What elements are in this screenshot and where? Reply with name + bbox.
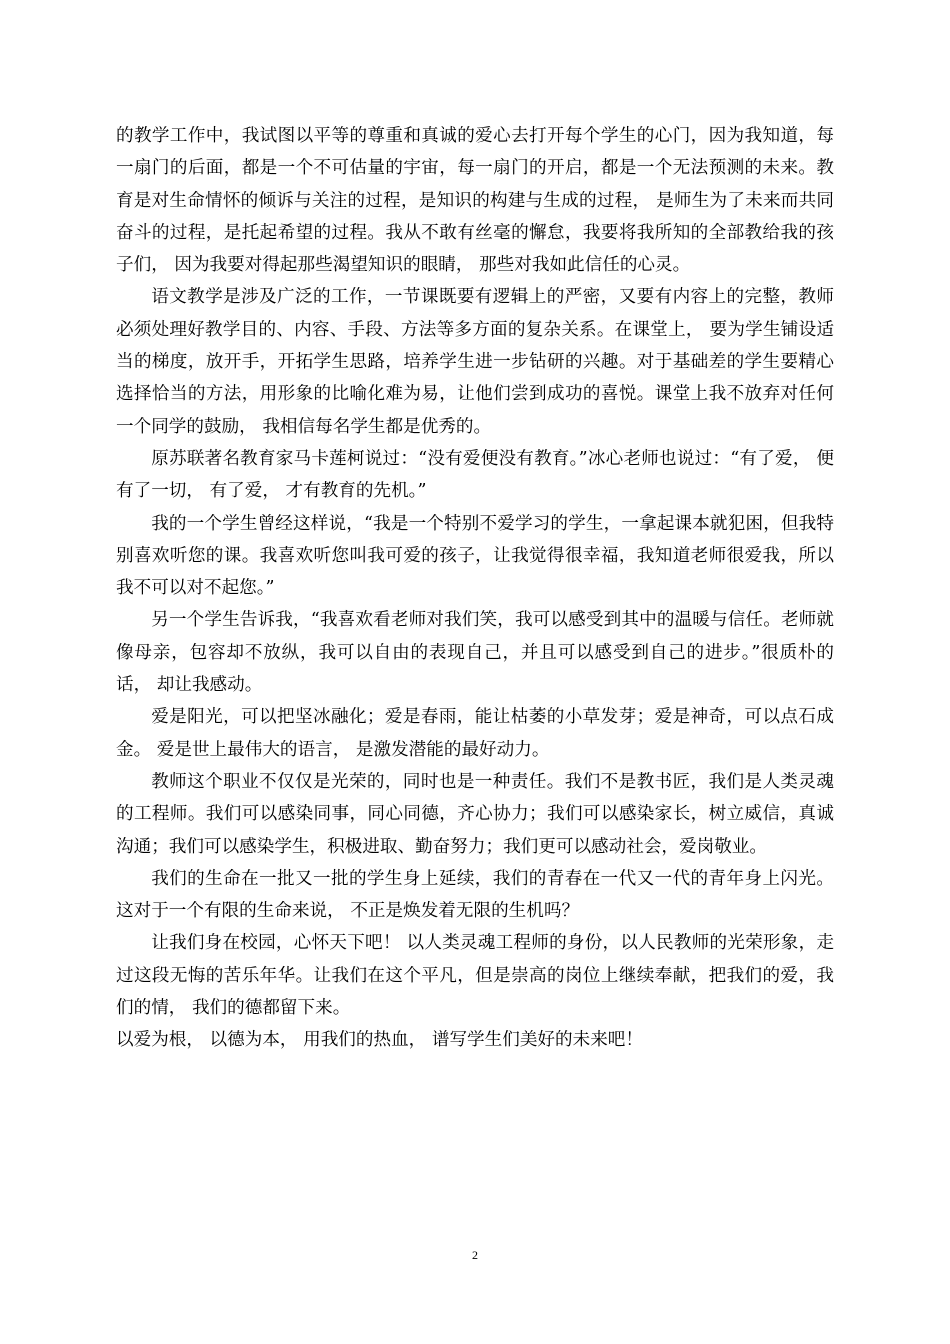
paragraph-10: 以爱为根， 以德为本， 用我们的热血， 谱写学生们美好的未来吧！ (116, 1030, 643, 1051)
paragraph-1: 的教学工作中，我试图以平等的尊重和真诚的爱心去打开每个学生的心门，因为我知道，每一扇门的后面，都是一个不可估量的宇宙，每一扇门的开启，都是一个无法预测的未来。教育是对生命情怀的倾诉与关注的过程，是知识的构建与生成的过程， 是师生为了未来而共同奋斗的过程，是托起希望的过程。我从不敢有丝毫的懈怠，我要将我所知的全部教给我的孩子们， 因为我要对得起那些渴望知识的眼睛， 那些对我如此信任的心灵。 (116, 126, 834, 276)
paragraph-3: 原苏联著名教育家马卡莲柯说过：“没有爱便没有教育。”冰心老师也说过：“有了爱， 便有了一切， 有了爱， 才有教育的先机。” (116, 448, 834, 502)
paragraph-9: 让我们身在校园，心怀天下吧！ 以人类灵魂工程师的身份，以人民教师的光荣形象，走过这段无悔的苦乐年华。让我们在这个平凡，但是崇高的岗位上继续奉献，把我们的爱，我们的情， 我们的德都留下来。 (116, 933, 834, 1019)
paragraph-2: 语文教学是涉及广泛的工作，一节课既要有逻辑上的严密，又要有内容上的完整，教师必须处理好教学目的、内容、手段、方法等多方面的复杂关系。在课堂上， 要为学生铺设适当的梯度，放开手，开拓学生思路，培养学生进一步钻研的兴趣。对于基础差的学生要精心选择恰当的方法，用形象的比喻化难为易，让他们尝到成功的喜悦。课堂上我不放弃对任何一个同学的鼓励， 我相信每名学生都是优秀的。 (116, 287, 834, 437)
paragraph-8: 我们的生命在一批又一批的学生身上延续，我们的青春在一代又一代的青年身上闪光。 这对于一个有限的生命来说， 不正是焕发着无限的生机吗？ (116, 868, 834, 922)
page-number: 2 (472, 1248, 478, 1262)
paragraph-4: 我的一个学生曾经这样说，“我是一个特别不爱学习的学生，一拿起课本就犯困，但我特别喜欢听您的课。我喜欢听您叫我可爱的孩子，让我觉得很幸福，我知道老师很爱我，所以我不可以对不起您。” (116, 513, 834, 599)
document-body (116, 120, 834, 1057)
paragraph-6: 爱是阳光，可以把坚冰融化；爱是春雨，能让枯萎的小草发芽；爱是神奇，可以点石成金。 爱是世上最伟大的语言， 是激发潜能的最好动力。 (116, 707, 834, 760)
paragraph-7: 教师这个职业不仅仅是光荣的，同时也是一种责任。我们不是教书匠，我们是人类灵魂的工程师。我们可以感染同事，同心同德，齐心协力；我们可以感染家长，树立威信，真诚沟通；我们可以感染学生，积极进取、勤奋努力；我们更可以感动社会，爱岗敬业。 (116, 771, 834, 857)
paragraph-5: 另一个学生告诉我，“我喜欢看老师对我们笑，我可以感受到其中的温暖与信任。老师就像母亲，包容却不放纵，我可以自由的表现自己，并且可以感受到自己的进步。”很质朴的话， 却让我感动。 (116, 610, 834, 696)
